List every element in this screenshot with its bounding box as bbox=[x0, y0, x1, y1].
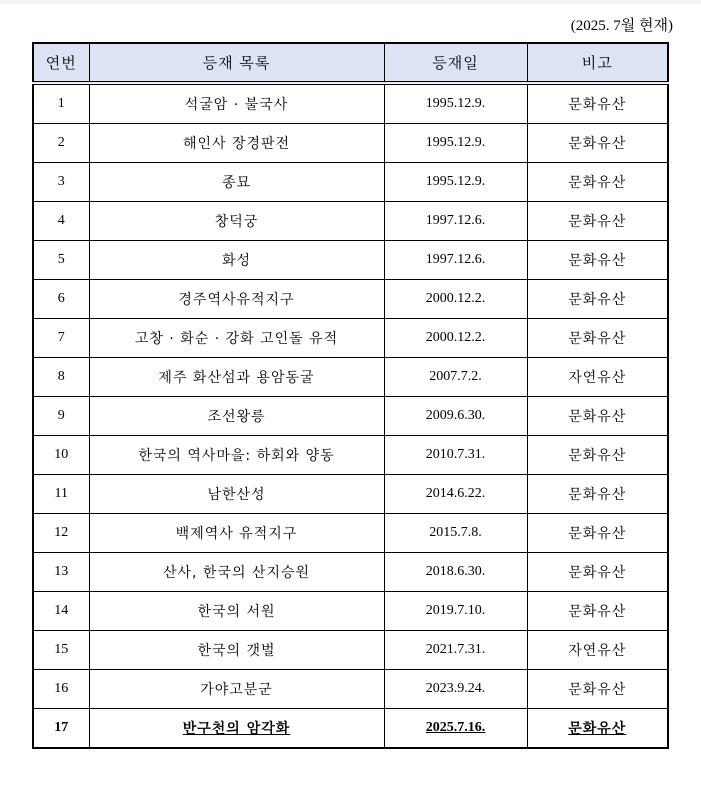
row-name-text: 반구천의 암각화 bbox=[182, 721, 291, 737]
row-date bbox=[384, 553, 527, 592]
row-no-text: 2 bbox=[57, 135, 65, 150]
row-no bbox=[33, 670, 89, 709]
row-name bbox=[89, 592, 384, 631]
header-remark: 비고 bbox=[527, 43, 668, 83]
row-name-text: 한국의 서원 bbox=[197, 604, 276, 620]
row-remark bbox=[527, 709, 668, 749]
row-date bbox=[384, 397, 527, 436]
row-date bbox=[384, 358, 527, 397]
row-name-text: 해인사 장경판전 bbox=[182, 136, 291, 152]
row-no-text: 10 bbox=[54, 447, 69, 462]
row-remark bbox=[527, 319, 668, 358]
row-date-text: 1995.12.9. bbox=[425, 174, 486, 189]
row-date bbox=[384, 202, 527, 241]
row-no-text: 16 bbox=[54, 681, 69, 696]
row-name bbox=[89, 553, 384, 592]
row-remark-text: 문화유산 bbox=[568, 409, 627, 425]
row-name-text: 산사, 한국의 산지승원 bbox=[162, 565, 311, 581]
row-date-text: 2015.7.8. bbox=[429, 525, 482, 540]
row-date bbox=[384, 436, 527, 475]
row-name bbox=[89, 202, 384, 241]
row-date bbox=[384, 124, 527, 163]
row-name bbox=[89, 436, 384, 475]
row-no bbox=[33, 553, 89, 592]
row-name-text: 화성 bbox=[221, 253, 252, 269]
row-no bbox=[33, 358, 89, 397]
row-remark bbox=[527, 202, 668, 241]
table-row bbox=[33, 280, 668, 319]
row-name bbox=[89, 475, 384, 514]
row-remark bbox=[527, 553, 668, 592]
row-name bbox=[89, 631, 384, 670]
row-name-text: 종묘 bbox=[221, 175, 252, 191]
row-date-text: 2023.9.24. bbox=[425, 681, 486, 696]
row-date bbox=[384, 592, 527, 631]
row-no bbox=[33, 397, 89, 436]
table-row bbox=[33, 475, 668, 514]
row-remark-text: 문화유산 bbox=[568, 604, 627, 620]
row-date-text: 2010.7.31. bbox=[425, 447, 486, 462]
row-remark-text: 문화유산 bbox=[568, 97, 627, 113]
row-remark bbox=[527, 475, 668, 514]
table-row bbox=[33, 319, 668, 358]
row-date bbox=[384, 83, 527, 124]
row-remark-text: 문화유산 bbox=[568, 175, 627, 191]
row-no bbox=[33, 436, 89, 475]
row-name bbox=[89, 124, 384, 163]
row-remark-text: 문화유산 bbox=[568, 682, 627, 698]
row-date-text: 2009.6.30. bbox=[425, 408, 486, 423]
table-row bbox=[33, 124, 668, 163]
row-date-text: 1995.12.9. bbox=[425, 96, 486, 111]
row-remark-text: 문화유산 bbox=[568, 136, 627, 152]
row-name-text: 한국의 역사마을: 하회와 양동 bbox=[138, 448, 335, 464]
row-date-text: 2025.7.16. bbox=[425, 720, 486, 735]
row-name-text: 백제역사 유적지구 bbox=[175, 526, 298, 542]
row-name bbox=[89, 241, 384, 280]
row-remark bbox=[527, 280, 668, 319]
row-name bbox=[89, 280, 384, 319]
row-date-text: 1997.12.6. bbox=[425, 213, 486, 228]
row-remark-text: 문화유산 bbox=[568, 331, 627, 347]
row-date-text: 2000.12.2. bbox=[425, 291, 486, 306]
table-row bbox=[33, 631, 668, 670]
table-row bbox=[33, 202, 668, 241]
row-no-text: 17 bbox=[54, 720, 69, 735]
row-name-text: 고창 · 화순 · 강화 고인돌 유적 bbox=[134, 331, 339, 347]
row-no bbox=[33, 163, 89, 202]
row-remark bbox=[527, 124, 668, 163]
row-remark bbox=[527, 592, 668, 631]
row-no bbox=[33, 514, 89, 553]
row-no bbox=[33, 202, 89, 241]
row-remark-text: 문화유산 bbox=[568, 253, 627, 269]
row-date bbox=[384, 709, 527, 749]
header-no: 연번 bbox=[33, 43, 89, 83]
row-date bbox=[384, 241, 527, 280]
row-name-text: 조선왕릉 bbox=[207, 409, 266, 425]
table-row bbox=[33, 241, 668, 280]
row-no-text: 4 bbox=[57, 213, 65, 228]
row-name-text: 창덕궁 bbox=[214, 214, 259, 230]
table-row bbox=[33, 83, 668, 124]
row-name bbox=[89, 709, 384, 749]
row-no-text: 3 bbox=[57, 174, 65, 189]
row-name-text: 석굴암 · 불국사 bbox=[184, 97, 289, 113]
top-strip bbox=[0, 0, 701, 4]
row-date bbox=[384, 475, 527, 514]
row-no bbox=[33, 319, 89, 358]
row-no-text: 15 bbox=[54, 642, 69, 657]
row-remark-text: 자연유산 bbox=[568, 370, 627, 386]
header-date: 등재일 bbox=[384, 43, 527, 83]
table-row bbox=[33, 358, 668, 397]
row-no-text: 8 bbox=[57, 369, 65, 384]
row-remark-text: 문화유산 bbox=[568, 487, 627, 503]
header-row bbox=[33, 43, 668, 83]
row-remark bbox=[527, 83, 668, 124]
table-row bbox=[33, 592, 668, 631]
row-no-text: 13 bbox=[54, 564, 69, 579]
table-row bbox=[33, 436, 668, 475]
row-no-text: 9 bbox=[57, 408, 65, 423]
row-date bbox=[384, 670, 527, 709]
row-date-text: 2021.7.31. bbox=[425, 642, 486, 657]
row-name bbox=[89, 358, 384, 397]
row-no bbox=[33, 280, 89, 319]
row-name bbox=[89, 83, 384, 124]
row-remark-text: 문화유산 bbox=[568, 214, 627, 230]
row-date bbox=[384, 280, 527, 319]
row-no-text: 5 bbox=[57, 252, 65, 267]
row-remark-text: 문화유산 bbox=[568, 721, 627, 737]
row-no-text: 6 bbox=[57, 291, 65, 306]
row-date-text: 2014.6.22. bbox=[425, 486, 486, 501]
row-no bbox=[33, 83, 89, 124]
table-row bbox=[33, 670, 668, 709]
row-date bbox=[384, 163, 527, 202]
row-no-text: 11 bbox=[54, 486, 68, 501]
row-no bbox=[33, 709, 89, 749]
row-name-text: 제주 화산섬과 용암동굴 bbox=[158, 370, 315, 386]
row-remark bbox=[527, 358, 668, 397]
table-row bbox=[33, 709, 668, 749]
row-name bbox=[89, 397, 384, 436]
table-row bbox=[33, 514, 668, 553]
row-no bbox=[33, 124, 89, 163]
row-remark-text: 문화유산 bbox=[568, 565, 627, 581]
row-remark-text: 자연유산 bbox=[568, 643, 627, 659]
row-remark-text: 문화유산 bbox=[568, 448, 627, 464]
row-no bbox=[33, 475, 89, 514]
row-date-text: 2018.6.30. bbox=[425, 564, 486, 579]
header-name: 등재 목록 bbox=[89, 43, 384, 83]
row-date-text: 2000.12.2. bbox=[425, 330, 486, 345]
row-name-text: 남한산성 bbox=[207, 487, 266, 503]
row-remark bbox=[527, 670, 668, 709]
row-remark bbox=[527, 163, 668, 202]
table-row bbox=[33, 163, 668, 202]
row-date-text: 2007.7.2. bbox=[429, 369, 482, 384]
row-name bbox=[89, 514, 384, 553]
row-no-text: 1 bbox=[57, 96, 65, 111]
heritage-table bbox=[32, 42, 669, 749]
row-date bbox=[384, 631, 527, 670]
row-name bbox=[89, 670, 384, 709]
row-date-text: 2019.7.10. bbox=[425, 603, 486, 618]
row-remark bbox=[527, 241, 668, 280]
row-date-text: 1997.12.6. bbox=[425, 252, 486, 267]
row-name-text: 경주역사유적지구 bbox=[178, 292, 295, 308]
row-no-text: 12 bbox=[54, 525, 69, 540]
row-date bbox=[384, 514, 527, 553]
date-note: (2025. 7월 현재) bbox=[570, 18, 673, 34]
row-remark-text: 문화유산 bbox=[568, 526, 627, 542]
row-remark bbox=[527, 514, 668, 553]
row-date bbox=[384, 319, 527, 358]
row-name bbox=[89, 163, 384, 202]
row-remark-text: 문화유산 bbox=[568, 292, 627, 308]
row-name-text: 한국의 갯벌 bbox=[197, 643, 276, 659]
row-date-text: 1995.12.9. bbox=[425, 135, 486, 150]
row-no bbox=[33, 592, 89, 631]
row-name-text: 가야고분군 bbox=[200, 682, 273, 698]
row-no bbox=[33, 631, 89, 670]
row-no-text: 14 bbox=[54, 603, 69, 618]
row-name bbox=[89, 319, 384, 358]
table-row bbox=[33, 553, 668, 592]
row-no bbox=[33, 241, 89, 280]
row-remark bbox=[527, 436, 668, 475]
row-no-text: 7 bbox=[57, 330, 65, 345]
row-remark bbox=[527, 631, 668, 670]
table-row bbox=[33, 397, 668, 436]
row-remark bbox=[527, 397, 668, 436]
